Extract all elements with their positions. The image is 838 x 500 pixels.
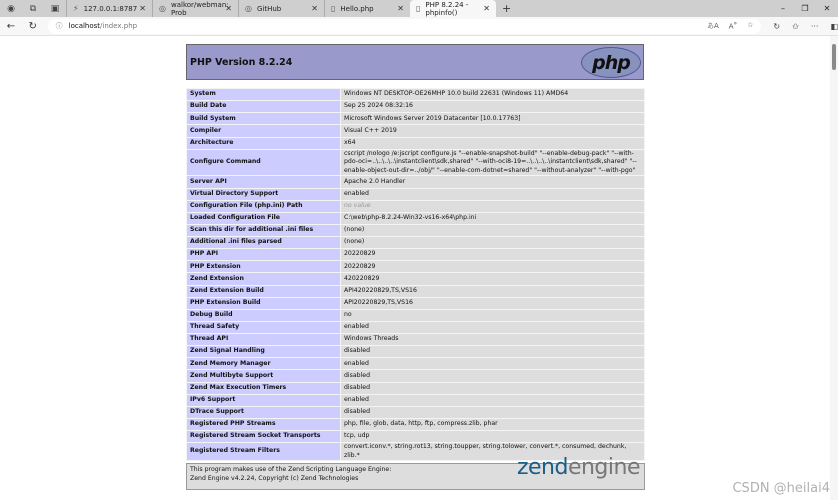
row-value: enabled bbox=[341, 394, 645, 406]
table-row bbox=[187, 370, 645, 382]
tab-0[interactable] bbox=[66, 0, 152, 17]
row-key: Virtual Directory Support bbox=[187, 188, 341, 200]
row-key: PHP Extension Build bbox=[187, 297, 341, 309]
row-value: php, file, glob, data, http, ftp, compress.zlib, phar bbox=[341, 418, 645, 430]
table-row bbox=[187, 431, 645, 443]
close-tab-icon[interactable]: ✕ bbox=[483, 4, 490, 13]
zend-engine-logo[interactable] bbox=[516, 455, 640, 480]
phpinfo-table bbox=[186, 88, 645, 461]
github-icon: ◎ bbox=[159, 4, 166, 13]
row-value: cscript /nologo /e:jscript configure.js "--enable-snapshot-build" "--enable-debug-pack" "--with-pdo-oci=..\..\..\..\instantclient\sdk,shared" "--with-oci8-19=..\..\..\..\instantclient\sdk,shared" "--enable-object-out-dir=../obj/" "--enable-com-dotnet=shared" "--without-analyzer" "--with-pgo" bbox=[341, 149, 645, 176]
row-key: Scan this dir for additional .ini files bbox=[187, 224, 341, 236]
row-key: Server API bbox=[187, 176, 341, 188]
table-row bbox=[187, 273, 645, 285]
table-row bbox=[187, 309, 645, 321]
tab-title: GitHub bbox=[256, 4, 282, 13]
row-key: System bbox=[187, 89, 341, 101]
table-row bbox=[187, 418, 645, 430]
favorite-star-icon[interactable]: ☆ bbox=[747, 21, 754, 29]
table-row bbox=[187, 297, 645, 309]
close-tab-icon[interactable]: ✕ bbox=[397, 4, 404, 13]
tab-4[interactable] bbox=[410, 0, 496, 17]
row-value: enabled bbox=[341, 358, 645, 370]
row-value: API420220829,TS,VS16 bbox=[341, 285, 645, 297]
row-key: Registered Stream Filters bbox=[187, 443, 341, 461]
tab-1[interactable] bbox=[152, 0, 238, 17]
footer-line-1: This program makes use of the Zend Scripting Language Engine: bbox=[190, 466, 392, 473]
row-key: Configuration File (php.ini) Path bbox=[187, 200, 341, 212]
url-path: /index.php bbox=[100, 22, 138, 30]
row-value: x64 bbox=[341, 137, 645, 149]
favorites-icon[interactable]: ✩ bbox=[792, 21, 799, 31]
zend-footer bbox=[186, 455, 645, 490]
row-value: 20220829 bbox=[341, 261, 645, 273]
footer-line-2: Zend Engine v4.2.24, Copyright (c) Zend Technologies bbox=[190, 474, 359, 482]
tab-title: walkor/webman: Prob bbox=[170, 0, 229, 17]
row-key: Zend Extension bbox=[187, 273, 341, 285]
scrollbar[interactable] bbox=[830, 36, 838, 500]
address-bar-row bbox=[0, 17, 838, 36]
row-value: enabled bbox=[341, 188, 645, 200]
table-row bbox=[187, 261, 645, 273]
row-key: Build System bbox=[187, 113, 341, 125]
table-row bbox=[187, 101, 645, 113]
table-row bbox=[187, 137, 645, 149]
php-version-header bbox=[186, 44, 644, 80]
page-icon: ▯ bbox=[416, 4, 421, 13]
table-row bbox=[187, 382, 645, 394]
table-row bbox=[187, 149, 645, 176]
row-value: (none) bbox=[341, 237, 645, 249]
copilot-icon[interactable]: ↻ bbox=[773, 21, 781, 31]
table-row bbox=[187, 89, 645, 101]
php-logo[interactable]: php bbox=[581, 47, 641, 78]
tab-2[interactable] bbox=[238, 0, 324, 17]
page-icon: ▯ bbox=[331, 4, 336, 13]
row-key: Zend Signal Handling bbox=[187, 346, 341, 358]
table-row bbox=[187, 394, 645, 406]
row-value: Sep 25 2024 08:32:16 bbox=[341, 101, 645, 113]
row-key: Configure Command bbox=[187, 149, 341, 176]
page-title: PHP Version 8.2.24 bbox=[190, 56, 293, 68]
row-value: convert.iconv.*, string.rot13, string.toupper, string.tolower, convert.*, consumed, dechunk, zlib.* bbox=[341, 443, 645, 461]
restore-button[interactable]: ❐ bbox=[801, 4, 809, 13]
row-key: Loaded Configuration File bbox=[187, 212, 341, 224]
row-key: Zend Memory Manager bbox=[187, 358, 341, 370]
row-key: Compiler bbox=[187, 125, 341, 137]
lightning-icon: ⚡ bbox=[73, 4, 79, 13]
sidebar-icon[interactable]: ◧ bbox=[830, 21, 838, 31]
tab-title: PHP 8.2.24 - phpinfo() bbox=[425, 0, 469, 17]
row-value: Visual C++ 2019 bbox=[341, 125, 645, 137]
row-key: Registered Stream Socket Transports bbox=[187, 431, 341, 443]
table-row bbox=[187, 188, 645, 200]
back-button[interactable]: ← bbox=[6, 20, 16, 32]
tab-3[interactable] bbox=[324, 0, 410, 17]
row-value: (none) bbox=[341, 224, 645, 236]
scrollbar-thumb[interactable] bbox=[832, 44, 836, 70]
watermark: CSDN @heilai4 bbox=[732, 481, 830, 496]
row-value: disabled bbox=[341, 382, 645, 394]
table-row bbox=[187, 200, 645, 212]
row-value: disabled bbox=[341, 406, 645, 418]
row-value: enabled bbox=[341, 321, 645, 333]
row-key: Thread API bbox=[187, 334, 341, 346]
row-key: Architecture bbox=[187, 137, 341, 149]
row-value: API20220829,TS,VS16 bbox=[341, 297, 645, 309]
row-key: IPv6 Support bbox=[187, 394, 341, 406]
row-value: Apache 2.0 Handler bbox=[341, 176, 645, 188]
row-value: no value bbox=[341, 200, 645, 212]
table-row bbox=[187, 113, 645, 125]
table-row bbox=[187, 334, 645, 346]
row-value: Windows NT DESKTOP-OE26MHP 10.0 build 22631 (Windows 11) AMD64 bbox=[341, 89, 645, 101]
table-row bbox=[187, 212, 645, 224]
table-row bbox=[187, 237, 645, 249]
close-tab-icon[interactable]: ✕ bbox=[311, 4, 318, 13]
row-value: Microsoft Windows Server 2019 Datacenter [10.0.17763] bbox=[341, 113, 645, 125]
minimize-button[interactable]: – bbox=[781, 4, 785, 13]
row-value: C:\web\php-8.2.24-Win32-vs16-x64\php.ini bbox=[341, 212, 645, 224]
more-menu-icon[interactable]: ··· bbox=[810, 21, 819, 31]
info-icon[interactable]: ⓘ bbox=[55, 22, 63, 30]
row-key: Debug Build bbox=[187, 309, 341, 321]
read-aloud-icon[interactable]: A» bbox=[728, 21, 738, 31]
table-row bbox=[187, 406, 645, 418]
new-tab-button[interactable]: + bbox=[502, 2, 512, 15]
row-key: Thread Safety bbox=[187, 321, 341, 333]
row-value: no bbox=[341, 309, 645, 321]
profile-icon[interactable]: ◉ bbox=[7, 3, 15, 14]
tab-bar bbox=[0, 0, 838, 17]
table-row bbox=[187, 176, 645, 188]
row-key: Additional .ini files parsed bbox=[187, 237, 341, 249]
tab-actions-icon[interactable]: ▣ bbox=[50, 3, 60, 14]
row-value: disabled bbox=[341, 370, 645, 382]
engine-logo-text: engine bbox=[567, 455, 640, 480]
table-row bbox=[187, 125, 645, 137]
close-tab-icon[interactable]: ✕ bbox=[225, 4, 232, 13]
close-window-button[interactable]: ✕ bbox=[823, 4, 831, 13]
row-key: Zend Max Execution Timers bbox=[187, 382, 341, 394]
row-value: tcp, udp bbox=[341, 431, 645, 443]
workspaces-icon[interactable]: ⧉ bbox=[29, 3, 37, 14]
table-row bbox=[187, 249, 645, 261]
tab-title: Hello.php bbox=[340, 4, 374, 13]
refresh-button[interactable]: ↻ bbox=[28, 20, 37, 32]
zend-logo-text: zend bbox=[516, 455, 568, 480]
row-key: DTrace Support bbox=[187, 406, 341, 418]
row-key: Zend Extension Build bbox=[187, 285, 341, 297]
row-value: 20220829 bbox=[341, 249, 645, 261]
table-row bbox=[187, 224, 645, 236]
row-key: Registered PHP Streams bbox=[187, 418, 341, 430]
table-row bbox=[187, 285, 645, 297]
row-key: PHP API bbox=[187, 249, 341, 261]
translate-icon[interactable]: あA bbox=[706, 22, 719, 30]
row-key: Build Date bbox=[187, 101, 341, 113]
row-value: 420220829 bbox=[341, 273, 645, 285]
url-input[interactable] bbox=[48, 19, 762, 34]
table-row bbox=[187, 358, 645, 370]
row-value: Windows Threads bbox=[341, 334, 645, 346]
table-row bbox=[187, 321, 645, 333]
row-value: disabled bbox=[341, 346, 645, 358]
tab-title: 127.0.0.1:8787 bbox=[83, 4, 138, 13]
close-tab-icon[interactable]: ✕ bbox=[139, 4, 146, 13]
url-host: localhost bbox=[68, 22, 101, 30]
github-icon: ◎ bbox=[245, 4, 252, 13]
row-key: Zend Multibyte Support bbox=[187, 370, 341, 382]
row-key: PHP Extension bbox=[187, 261, 341, 273]
table-row bbox=[187, 346, 645, 358]
